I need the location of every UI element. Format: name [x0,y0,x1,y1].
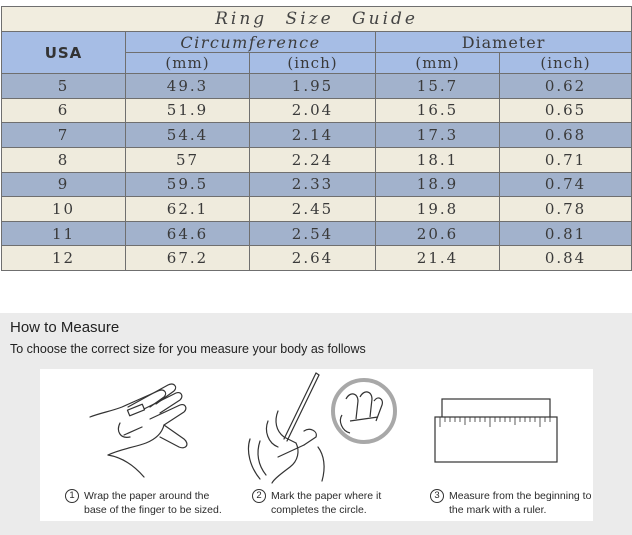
step-1-number: 1 [65,489,79,503]
usa-size-cell: 7 [2,123,126,148]
diameter-inch-unit: (inch) [500,53,632,74]
circumference-mm-cell: 57 [126,147,250,172]
diameter-mm-unit: (mm) [376,53,500,74]
circumference-inch-cell: 2.33 [250,172,376,197]
diameter-mm-cell: 17.3 [376,123,500,148]
circumference-inch-cell: 2.24 [250,147,376,172]
usa-size-cell: 11 [2,221,126,246]
usa-size-cell: 8 [2,147,126,172]
circumference-inch-cell: 2.64 [250,246,376,271]
circumference-inch-cell: 2.45 [250,197,376,222]
circumference-mm-cell: 51.9 [126,98,250,123]
diameter-inch-cell: 0.78 [500,197,632,222]
circumference-inch-unit: (inch) [250,53,376,74]
ruler-icon [432,397,562,465]
circumference-mm-cell: 54.4 [126,123,250,148]
circumference-header: Circumference [126,32,376,53]
usa-size-cell: 5 [2,74,126,99]
table-row [2,98,632,123]
circumference-mm-cell: 62.1 [126,197,250,222]
step-3 [430,489,591,517]
step-1-text-line1: Wrap the paper around the [84,490,210,502]
measure-steps [40,369,593,521]
step-2-text-line1: Mark the paper where it [271,490,382,502]
step-3-text-line2: the mark with a ruler. [449,504,547,516]
step-3-text-line1: Measure from the beginning to [449,490,592,502]
step-1-text-line2: base of the finger to be sized. [84,504,222,516]
usa-header: USA [2,32,126,74]
diameter-mm-cell: 19.8 [376,197,500,222]
diameter-mm-cell: 20.6 [376,221,500,246]
diameter-inch-cell: 0.74 [500,172,632,197]
diameter-inch-cell: 0.65 [500,98,632,123]
usa-size-cell: 10 [2,197,126,222]
table-row [2,197,632,222]
usa-size-cell: 6 [2,98,126,123]
circumference-mm-cell: 49.3 [126,74,250,99]
step-2 [252,489,381,517]
hand-wrap-paper-icon [80,377,200,485]
circumference-inch-cell: 2.04 [250,98,376,123]
circumference-inch-cell: 1.95 [250,74,376,99]
step-1 [65,489,222,517]
diameter-mm-cell: 15.7 [376,74,500,99]
diameter-inch-cell: 0.84 [500,246,632,271]
table-row [2,147,632,172]
diameter-inch-cell: 0.81 [500,221,632,246]
diameter-mm-cell: 18.1 [376,147,500,172]
circumference-inch-cell: 2.54 [250,221,376,246]
diameter-mm-cell: 18.9 [376,172,500,197]
diameter-header: Diameter [376,32,632,53]
circumference-mm-cell: 64.6 [126,221,250,246]
step-2-text-line2: completes the circle. [271,504,367,516]
circumference-mm-unit: (mm) [126,53,250,74]
table-row [2,74,632,99]
circumference-mm-cell: 67.2 [126,246,250,271]
ring-size-table [1,6,632,271]
usa-size-cell: 9 [2,172,126,197]
usa-size-cell: 12 [2,246,126,271]
diameter-inch-cell: 0.62 [500,74,632,99]
table-title: Ring Size Guide [2,7,632,32]
circumference-inch-cell: 2.14 [250,123,376,148]
how-to-measure-subtitle: To choose the correct size for you measure your body as follows [10,342,366,356]
table-row [2,172,632,197]
diameter-mm-cell: 16.5 [376,98,500,123]
how-to-measure-title: How to Measure [10,319,120,336]
diameter-inch-cell: 0.68 [500,123,632,148]
diameter-mm-cell: 21.4 [376,246,500,271]
table-row [2,221,632,246]
step-2-number: 2 [252,489,266,503]
pen-mark-paper-icon [238,371,400,485]
table-row [2,123,632,148]
diameter-inch-cell: 0.71 [500,147,632,172]
how-to-measure-panel [0,313,632,535]
zoom-circle [333,380,395,442]
step-3-number: 3 [430,489,444,503]
circumference-mm-cell: 59.5 [126,172,250,197]
table-row [2,246,632,271]
